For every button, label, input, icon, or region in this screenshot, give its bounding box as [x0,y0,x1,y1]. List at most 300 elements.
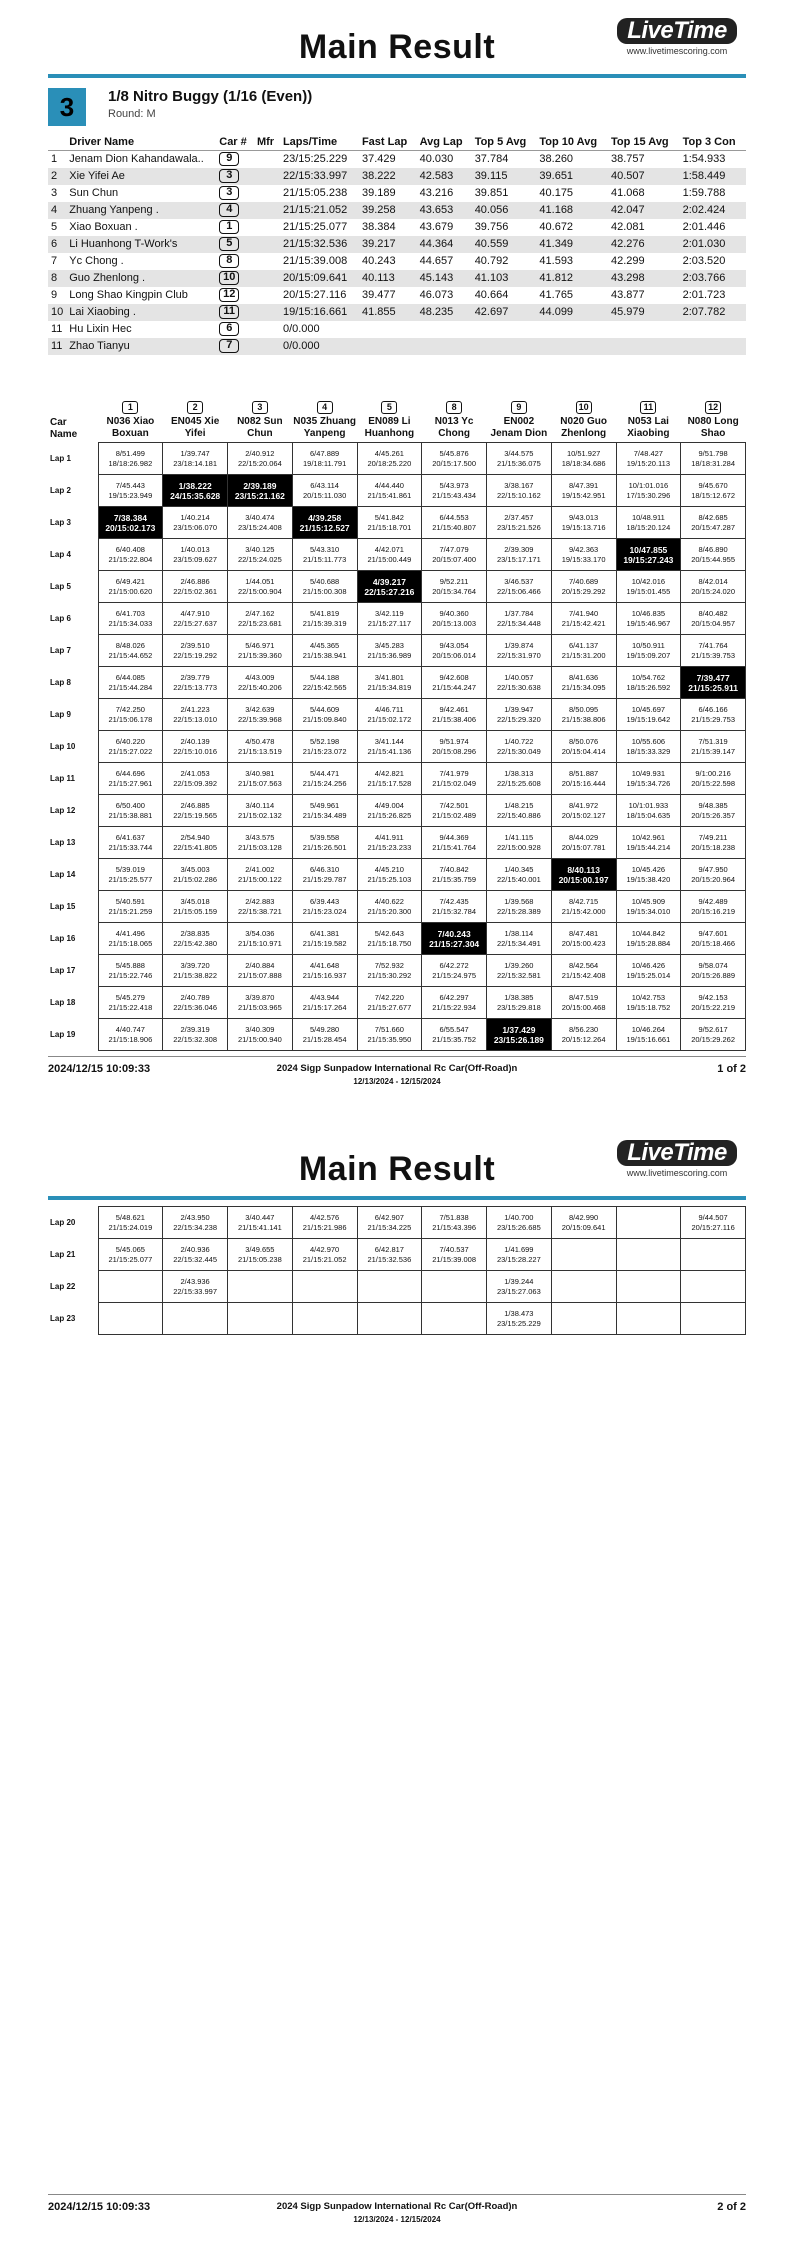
lap-cumulative: 22/15:42.565 [302,682,347,692]
lap-cumulative: 21/15:03.128 [237,842,282,852]
lap-cell [681,923,746,955]
lap-time: 3/40.474 [245,512,275,522]
lap-cumulative: 21/15:30.292 [367,970,412,980]
lap-cell [228,635,293,667]
lap-time: 4/40.622 [374,896,404,906]
lap-cell [422,571,487,603]
lap-cell [487,827,552,859]
lap-cumulative: 18/15:04.635 [626,810,671,820]
lap-cumulative: 21/15:41.861 [367,490,412,500]
lap-cumulative: 22/15:06.466 [496,586,541,596]
lap-cell [292,955,357,987]
lap-cell [487,635,552,667]
lap-cell [228,1019,293,1051]
lap-cumulative: 21/15:34.489 [302,810,347,820]
lap-cell [487,507,552,539]
lap-time: 3/44.575 [504,448,534,458]
lap-cumulative: 22/15:24.025 [237,554,282,564]
lap-cell [98,699,163,731]
result-row [48,185,746,202]
lap-time: 4/42.576 [310,1212,340,1222]
lap-cumulative: 22/15:34.238 [173,1222,218,1232]
lap-cumulative: 22/15:02.361 [173,586,218,596]
result-cell [680,321,746,338]
lap-time: 7/38.384 [113,512,147,523]
lap-cell [163,1271,228,1303]
lap-label: Lap 13 [50,838,76,847]
result-cell: 6 [48,236,66,253]
lap-cell [163,987,228,1019]
lap-time: 5/44.188 [310,672,340,682]
result-cell: 2:07.782 [680,304,746,321]
lap-cell [98,763,163,795]
lap-cumulative: 21/15:35.950 [367,1034,412,1044]
result-cell [254,287,280,304]
lap-cumulative: 20/15:47.287 [691,522,736,532]
lap-cumulative: 22/15:40.206 [237,682,282,692]
lap-cell [616,1239,681,1271]
lap-time: 2/41.002 [245,864,275,874]
lap-cumulative: 21/15:17.528 [367,778,412,788]
livetime-logo [608,18,746,56]
lap-cell [487,923,552,955]
lap-cumulative: 20/15:02.127 [561,810,606,820]
lap-time: 6/44.553 [439,512,469,522]
lap-time: 5/52.198 [310,736,340,746]
lap-time: 4/41.911 [375,832,404,842]
lap-cumulative: 21/15:12.527 [299,522,350,533]
lap-cumulative: 21/15:21.259 [108,906,153,916]
lap-cell [292,1207,357,1239]
lap-cumulative: 21/15:00.308 [302,586,347,596]
lap-cell [163,603,228,635]
lap-cell [228,667,293,699]
lap-cell [357,891,422,923]
result-cell: 40.664 [474,289,509,301]
result-cell: 41.855 [359,304,417,321]
car-column-header [228,400,293,443]
lap-time: 2/40.789 [180,992,210,1002]
lap-cumulative: 21/15:34.819 [367,682,412,692]
lap-cell [487,571,552,603]
lap-cell [551,891,616,923]
lap-cumulative: 21/15:17.264 [302,1002,347,1012]
result-cell: 40.030 [419,153,454,166]
lap-time: 1/39.260 [504,960,534,970]
lap-cumulative: 21/15:43.434 [432,490,477,500]
lap-cell [292,987,357,1019]
lap-cell [163,731,228,763]
lap-cumulative: 21/15:34.095 [561,682,606,692]
lap-cell [422,507,487,539]
lap-cell [228,1271,293,1303]
lap-cell [163,667,228,699]
lap-time: 6/40.408 [115,544,145,554]
lap-cell [681,1303,746,1335]
lap-time: 1/40.013 [180,544,210,554]
lap-cumulative: 22/15:13.773 [173,682,218,692]
lap-cell [422,859,487,891]
lap-cumulative: 23/15:26.685 [496,1222,541,1232]
lap-cell [616,507,681,539]
lap-time: 2/43.936 [180,1276,210,1286]
lap-time: 8/51.499 [115,448,145,458]
lap-time: 2/40.912 [245,448,275,458]
lap-cell [357,827,422,859]
lap-cumulative: 22/15:30.049 [496,746,541,756]
lap-time: 1/39.874 [504,640,534,650]
result-cell: 11 [48,338,66,355]
lap-time: 5/42.643 [374,928,404,938]
lap-label: Lap 18 [50,998,76,1007]
lap-cumulative: 21/15:21.052 [302,1254,347,1264]
lap-cumulative: 21/15:20.300 [367,906,412,916]
lap-cumulative: 23/15:06.070 [173,522,218,532]
lap-time: 1/41.115 [504,832,534,842]
lap-cumulative: 21/15:05.159 [173,906,218,916]
lap-cell [487,891,552,923]
lap-time: 10/42.016 [631,576,666,586]
lap-cell [292,507,357,539]
lap-cell [681,955,746,987]
lap-time: 7/51.660 [374,1024,404,1034]
lap-time: 5/44.609 [310,704,340,714]
lap-time: 9/48.385 [698,800,728,810]
lap-time: 6/42.297 [439,992,469,1002]
result-cell: Lai Xiaobing . [66,304,216,321]
lap-cumulative: 21/15:39.147 [691,746,736,756]
footer-dates: 12/13/2024 - 12/15/2024 [353,1077,441,1086]
car-number-badge: 9 [219,152,239,166]
lap-time: 5/49.280 [310,1024,340,1034]
lap-time: 3/39.870 [245,992,275,1002]
lap-cumulative: 21/15:02.049 [432,778,477,788]
lap-cumulative: 21/15:40.807 [432,522,477,532]
result-cell: 39.756 [474,221,509,233]
lap-cumulative: 20/15:26.889 [691,970,736,980]
lap-cell [163,763,228,795]
lap-time: 1/37.784 [504,608,534,618]
lap-time: 2/46.886 [180,576,210,586]
lap-time: 6/46.310 [310,864,340,874]
result-cell: 2:01.723 [682,289,726,301]
lap-cumulative: 22/15:40.001 [496,874,541,884]
lap-cumulative: 20/15:17.500 [432,458,477,468]
lap-time: 2/46.885 [180,800,210,810]
lap-cumulative: 21/15:25.911 [688,682,738,693]
result-cell: 2:01.030 [680,236,746,253]
lap-cumulative: 20/15:24.020 [691,586,736,596]
lap-time: 6/46.166 [698,704,728,714]
lap-time: 8/47.481 [569,928,599,938]
lap-time: 5/48.621 [115,1212,145,1222]
result-cell: 42.583 [417,168,472,185]
lap-cell [292,1271,357,1303]
result-cell [359,338,417,355]
result-cell: 39.477 [361,289,396,301]
lap-cumulative: 17/15:30.296 [626,490,671,500]
lap-cumulative: 21/15:29.787 [302,874,347,884]
result-row [48,338,746,355]
lap-cell [422,955,487,987]
result-cell [216,168,254,185]
race-title: 1/8 Nitro Buggy (1/16 (Even)) [108,88,313,105]
lap-cell [551,731,616,763]
lap-cumulative: 23/15:17.171 [496,554,541,564]
lap-time: 9/42.363 [569,544,599,554]
lap-cumulative: 19/15:28.884 [626,938,671,948]
lap-time: 4/42.071 [374,544,404,554]
lap-time: 1/39.947 [504,704,534,714]
lap-cell [357,859,422,891]
lap-time: 1/40.722 [504,736,534,746]
lap-time: 4/46.711 [375,704,404,714]
result-cell [608,338,680,355]
result-cell [254,270,280,287]
lap-cell [487,667,552,699]
result-cell: Hu Lixin Hec [69,323,132,335]
car-number-badge: 3 [219,186,239,200]
lap-time: 6/41.381 [310,928,340,938]
lap-cumulative: 21/15:26.501 [302,842,347,852]
result-cell: 44.657 [419,255,454,267]
result-row [48,236,746,253]
lap-cumulative: 22/15:41.805 [173,842,218,852]
lap-time: 3/38.167 [504,480,534,490]
result-cell: Long Shao Kingpin Club [69,289,188,301]
lap-cumulative: 21/15:27.961 [108,778,153,788]
lap-cell [228,763,293,795]
car-number-badge: 4 [317,401,333,414]
lap-cell [98,603,163,635]
lap-time: 9/47.950 [698,864,728,874]
logo-word: LiveTime [617,1140,737,1166]
lap-cumulative: 22/15:34.491 [496,938,541,948]
result-cell: 40.792 [474,255,509,267]
lap-time: 6/55.547 [439,1024,469,1034]
lap-cumulative: 21/15:27.304 [429,938,480,949]
result-cell [536,321,608,338]
lap-cell [98,827,163,859]
lap-cell [551,443,616,475]
lap-cell [681,539,746,571]
lap-cell [228,539,293,571]
result-cell: 40.056 [472,202,537,219]
result-cell: 8 [48,270,66,287]
lap-cell [616,699,681,731]
lap-cell [616,1303,681,1335]
lap-cell [681,987,746,1019]
lap-time: 7/41.940 [569,608,599,618]
lap-cumulative: 20/15:04.414 [561,746,606,756]
result-cell: 0/0.000 [282,323,320,335]
lap-label: Lap 23 [50,1314,76,1323]
lap-time: 7/49.211 [698,832,728,842]
lap-cumulative: 21/15:33.744 [108,842,153,852]
car-number-badge: 10 [576,401,592,414]
lap-cumulative: 21/15:02.489 [432,810,477,820]
lap-cell [357,731,422,763]
lap-cell [551,923,616,955]
lap-cell [422,891,487,923]
lap-label: Lap 3 [50,518,71,527]
lap-time: 7/40.243 [437,928,471,939]
lap-row [48,1019,746,1051]
lap-row [48,539,746,571]
lap-cell [357,763,422,795]
result-cell: Guo Zhenlong . [66,270,216,287]
lap-cumulative: 23/15:28.227 [496,1254,541,1264]
lap-time: 1/40.700 [504,1212,534,1222]
lap-cell [616,923,681,955]
results-col-header: Fast Lap [359,134,417,151]
result-cell: 43.298 [608,270,680,287]
lap-cumulative: 21/15:44.247 [432,682,477,692]
lap-time: 2/43.950 [180,1212,210,1222]
lap-cumulative: 19/15:46.967 [626,618,671,628]
lap-time: 8/50.095 [569,704,599,714]
lap-cell [98,1303,163,1335]
lap-time: 9/42.153 [698,992,728,1002]
lap-table-page1 [48,400,746,1051]
lap-time: 3/40.309 [245,1024,275,1034]
lap-cumulative: 19/15:23.949 [108,490,153,500]
lap-time: 7/40.842 [439,864,469,874]
lap-time: 8/48.026 [115,640,145,650]
lap-cell [681,571,746,603]
result-cell: 21/15:05.238 [282,187,348,199]
lap-cell [98,667,163,699]
lap-time: 3/45.018 [180,896,210,906]
lap-time: 9/51.974 [439,736,469,746]
lap-cumulative: 21/15:38.406 [432,714,477,724]
result-cell: 39.217 [359,236,417,253]
car-column-header [681,400,746,443]
lap-time: 3/40.114 [245,800,275,810]
lap-cell [292,859,357,891]
lap-cell [98,635,163,667]
lap-cell [681,635,746,667]
results-table [48,134,746,355]
lap-time: 8/50.076 [569,736,599,746]
lap-cell [681,603,746,635]
lap-time: 5/41.819 [310,608,340,618]
result-cell [216,236,254,253]
lap-time: 2/39.779 [180,672,210,682]
lap-time: 10/47.855 [629,544,668,555]
lap-cell [163,827,228,859]
lap-cumulative: 20/15:02.173 [105,522,156,533]
car-column-name: EN045 Xie Yifei [170,416,220,439]
result-row [48,270,746,287]
result-cell [254,338,280,355]
result-cell: 38.757 [611,153,645,166]
lap-cell [487,955,552,987]
lap-cumulative: 19/15:20.113 [626,458,670,468]
lap-time: 2/37.457 [504,512,534,522]
lap-cell [487,603,552,635]
lap-cell [487,1019,552,1051]
results-col-header: Laps/Time [280,134,359,151]
car-number-badge: 1 [219,220,239,234]
lap-time: 7/42.250 [115,704,145,714]
lap-cell [422,699,487,731]
lap-cumulative: 22/15:10.016 [173,746,218,756]
lap-time: 1/38.313 [504,768,534,778]
lap-cell [551,859,616,891]
lap-cumulative: 21/15:23.024 [302,906,347,916]
lap-cumulative: 23/18:14.181 [173,458,218,468]
lap-cell [357,1207,422,1239]
lap-label: Lap 14 [50,870,76,879]
result-cell: 44.099 [536,304,608,321]
result-cell: 0/0.000 [280,338,359,355]
lap-cumulative: 22/15:30.638 [496,682,541,692]
car-name-corner [48,400,98,443]
lap-cell [228,859,293,891]
lap-cell [292,923,357,955]
lap-cumulative: 18/15:33.329 [626,746,671,756]
lap-time: 6/42.907 [374,1212,404,1222]
lap-cumulative: 22/15:19.292 [173,650,218,660]
result-cell: 42.081 [611,221,645,233]
lap-row [48,1271,746,1303]
lap-time: 1/38.385 [504,992,534,1002]
car-number-badge: 1 [122,401,138,414]
result-cell: 1:59.788 [682,187,726,199]
lap-cell [616,731,681,763]
lap-cumulative: 21/15:38.881 [108,810,153,820]
lap-time: 9/47.601 [698,928,728,938]
lap-time: 3/39.720 [180,960,210,970]
result-cell: 45.143 [417,270,472,287]
lap-cumulative: 21/15:24.019 [108,1222,153,1232]
lap-time: 5/43.310 [310,544,340,554]
lap-cumulative: 21/15:42.408 [561,970,606,980]
lap-cell [98,1239,163,1271]
footer-dates: 12/13/2024 - 12/15/2024 [353,2215,441,2224]
result-cell: Sun Chun [69,187,119,199]
lap-cell [422,795,487,827]
result-cell: 42.299 [611,255,645,267]
logo-url: www.livetimescoring.com [626,1168,728,1178]
lap-cell [551,987,616,1019]
lap-cell [292,891,357,923]
lap-cumulative: 22/15:27.637 [173,618,218,628]
lap-cell [98,1019,163,1051]
lap-cumulative: 18/18:31.284 [691,458,736,468]
lap-cumulative: 21/15:34.033 [108,618,153,628]
lap-cell [228,507,293,539]
lap-row [48,667,746,699]
lap-time: 5/40.591 [115,896,145,906]
result-row [48,168,746,185]
car-number-badge: 12 [219,288,239,302]
lap-cell [163,1207,228,1239]
lap-time: 7/47.079 [439,544,469,554]
lap-cumulative: 21/15:39.008 [432,1254,477,1264]
lap-cell [292,795,357,827]
lap-time: 5/49.961 [310,800,340,810]
result-cell: 43.679 [419,221,454,233]
lap-time: 3/45.003 [180,864,210,874]
lap-cumulative: 21/15:02.286 [173,874,218,884]
lap-time: 7/42.435 [439,896,469,906]
lap-time: 10/54.762 [631,672,666,682]
result-cell: Yc Chong . [69,255,124,267]
results-col-header: Avg Lap [417,134,472,151]
result-row [48,287,746,304]
